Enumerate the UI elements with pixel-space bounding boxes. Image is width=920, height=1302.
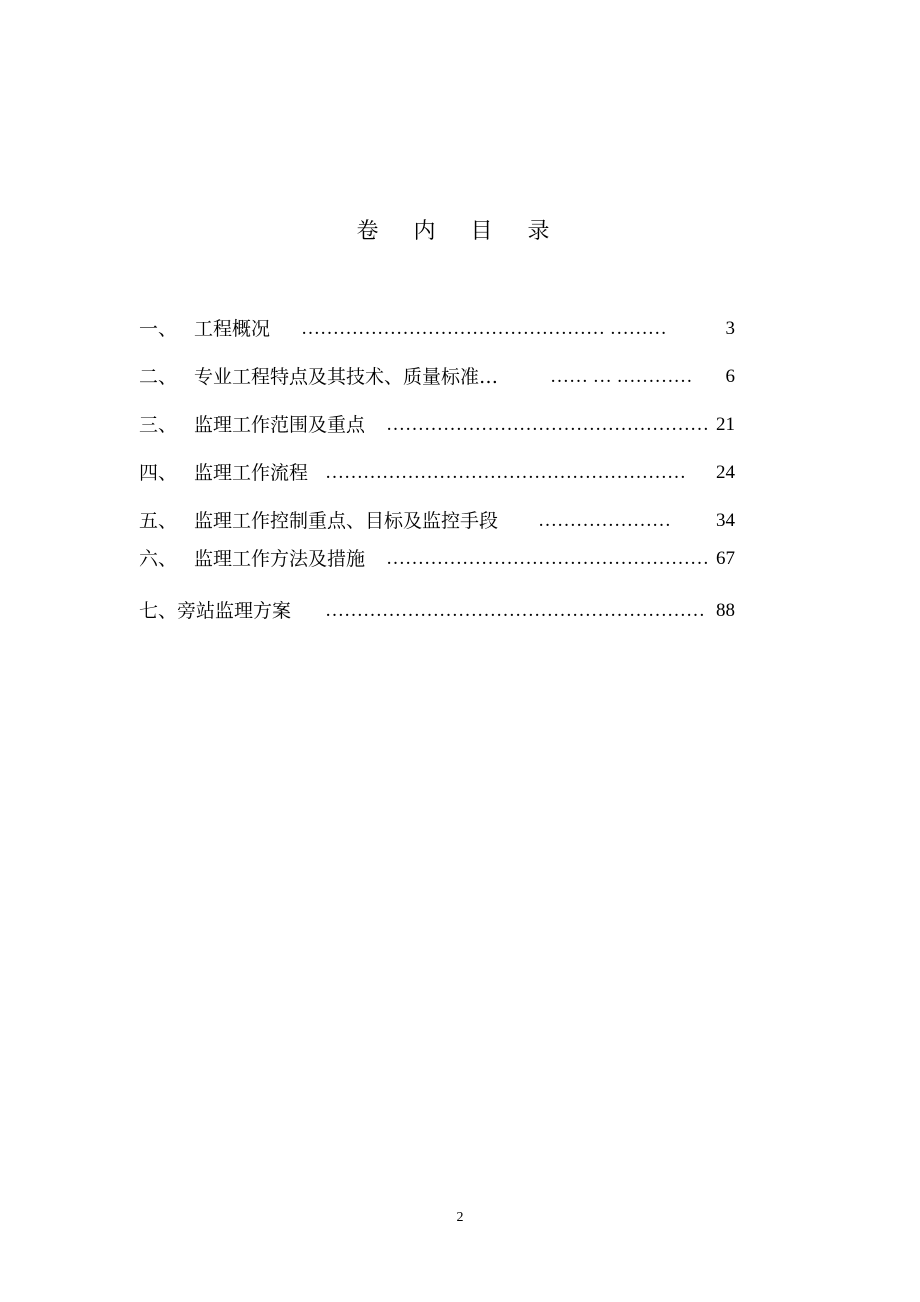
toc-entry-4 bbox=[139, 458, 735, 488]
toc-entry-3 bbox=[139, 410, 735, 440]
toc-entry-leader: ………………………………………………… bbox=[325, 462, 686, 483]
toc-entry-2 bbox=[139, 362, 735, 392]
toc-entry-number: 四、 bbox=[139, 462, 178, 484]
toc-entry-title: 旁站监理方案 bbox=[177, 600, 292, 622]
toc-entry-page: 67 bbox=[716, 544, 735, 574]
toc-entry-title: 监理工作范围及重点 bbox=[194, 414, 366, 436]
page-number: 2 bbox=[456, 1210, 464, 1225]
toc-entry-5 bbox=[139, 506, 735, 536]
toc-entry-leader: ………………… bbox=[538, 510, 671, 531]
toc-entry-number: 七、 bbox=[139, 600, 178, 622]
toc-entry-title: 监理工作流程 bbox=[194, 462, 309, 484]
toc-entry-page: 24 bbox=[716, 458, 735, 488]
toc-entry-number: 六、 bbox=[139, 548, 178, 570]
toc-entry-number: 一、 bbox=[139, 318, 178, 340]
toc-entry-title: 监理工作控制重点、目标及监控手段 bbox=[194, 510, 499, 532]
toc-entry-leader: ………………………………………… ……… bbox=[301, 318, 667, 339]
toc-entry-1 bbox=[139, 314, 735, 344]
toc-entry-7 bbox=[139, 596, 735, 626]
toc-entry-leader: …………………………………………… bbox=[386, 414, 709, 435]
toc-entry-number: 五、 bbox=[139, 510, 178, 532]
toc-entry-page: 6 bbox=[726, 362, 736, 392]
toc-entry-leader: …………………………………………… bbox=[386, 548, 709, 569]
toc-entry-number: 二、 bbox=[139, 366, 178, 388]
toc-entry-page: 3 bbox=[726, 314, 736, 344]
toc-entry-number: 三、 bbox=[139, 414, 178, 436]
toc-entry-leader: …… … ………… bbox=[550, 366, 693, 387]
toc-entry-page: 21 bbox=[716, 410, 735, 440]
page-title: 卷 内 目 录 bbox=[356, 219, 564, 244]
toc-entry-page: 88 bbox=[716, 596, 735, 626]
toc-entry-page: 34 bbox=[716, 506, 735, 536]
toc-entry-title: 监理工作方法及措施 bbox=[194, 548, 366, 570]
toc-entry-title: 专业工程特点及其技术、质量标准… bbox=[194, 366, 499, 388]
toc-entry-title: 工程概况 bbox=[194, 318, 271, 340]
toc-entry-6 bbox=[139, 544, 735, 574]
toc-entry-leader: …………………………………………………… bbox=[325, 600, 705, 621]
